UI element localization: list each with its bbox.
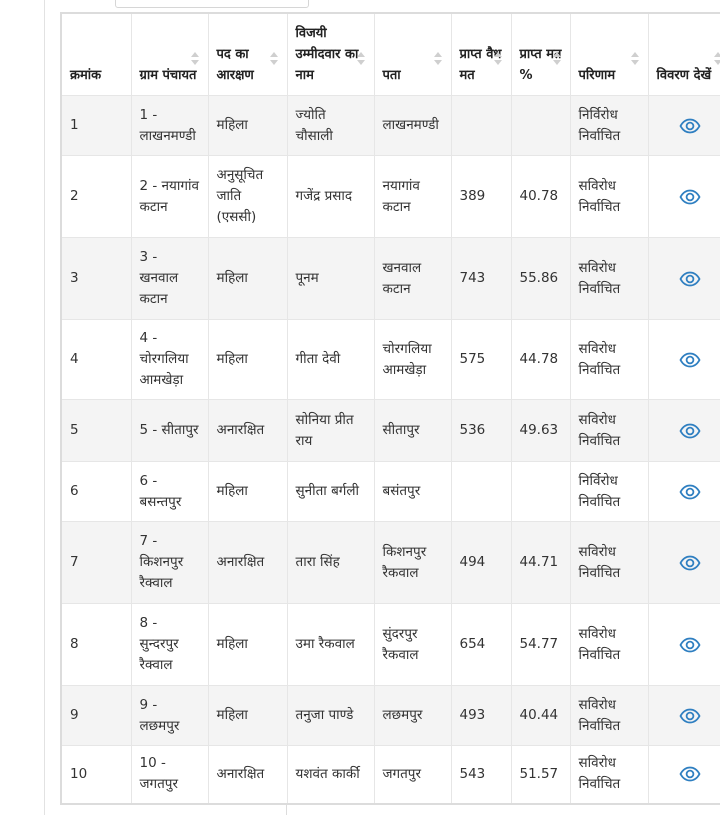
cell-sno: 5 bbox=[61, 400, 131, 462]
eye-icon[interactable] bbox=[679, 555, 701, 571]
cell-address: नयागांव कटान bbox=[374, 156, 451, 238]
cell-votes: 494 bbox=[451, 522, 511, 604]
column-header-view[interactable] bbox=[648, 13, 720, 96]
cell-reservation: महिला bbox=[208, 96, 287, 156]
cell-percent bbox=[511, 462, 570, 522]
cell-candidate: तनुजा पाण्डे bbox=[287, 686, 374, 746]
cell-votes: 536 bbox=[451, 400, 511, 462]
cell-result: सविरोध निर्वाचित bbox=[570, 320, 648, 400]
column-header-sno[interactable] bbox=[61, 13, 131, 96]
column-header-label: विवरण देखें bbox=[656, 68, 712, 83]
left-divider bbox=[44, 0, 45, 815]
cell-percent: 40.78 bbox=[511, 156, 570, 238]
eye-icon[interactable] bbox=[679, 423, 701, 439]
sort-icon[interactable] bbox=[357, 52, 365, 65]
eye-icon[interactable] bbox=[679, 189, 701, 205]
table-row bbox=[61, 156, 720, 238]
cell-candidate: यशवंत कार्की bbox=[287, 746, 374, 804]
column-header-label: प्राप्त वैध मत bbox=[459, 47, 502, 83]
cell-panchayat: 2 - नयागांव कटान bbox=[131, 156, 208, 238]
column-header-label: क्रमांक bbox=[70, 68, 102, 83]
cell-address: चोरगलिया आमखेड़ा bbox=[374, 320, 451, 400]
cell-sno: 3 bbox=[61, 238, 131, 320]
cell-panchayat: 8 - सुन्दरपुर रैक्वाल bbox=[131, 604, 208, 686]
cell-votes bbox=[451, 462, 511, 522]
cell-percent: 51.57 bbox=[511, 746, 570, 804]
cell-percent: 54.77 bbox=[511, 604, 570, 686]
cell-address: बसंतपुर bbox=[374, 462, 451, 522]
eye-icon[interactable] bbox=[679, 271, 701, 287]
cell-candidate: पूनम bbox=[287, 238, 374, 320]
cell-result: निर्विरोध निर्वाचित bbox=[570, 96, 648, 156]
column-header-panchayat[interactable] bbox=[131, 13, 208, 96]
cell-votes bbox=[451, 96, 511, 156]
eye-icon[interactable] bbox=[679, 484, 701, 500]
table-row bbox=[61, 400, 720, 462]
cell-result: निर्विरोध निर्वाचित bbox=[570, 462, 648, 522]
column-header-percent[interactable] bbox=[511, 13, 570, 96]
cell-view bbox=[648, 746, 720, 804]
cell-percent: 55.86 bbox=[511, 238, 570, 320]
table-row bbox=[61, 522, 720, 604]
eye-icon[interactable] bbox=[679, 766, 701, 782]
cell-address: किशनपुर रैकवाल bbox=[374, 522, 451, 604]
cell-view bbox=[648, 462, 720, 522]
cell-sno: 7 bbox=[61, 522, 131, 604]
cell-reservation: अनारक्षित bbox=[208, 522, 287, 604]
results-table-wrapper bbox=[60, 12, 720, 805]
cell-reservation: अनारक्षित bbox=[208, 746, 287, 804]
cell-address: सीतापुर bbox=[374, 400, 451, 462]
results-table bbox=[60, 12, 720, 805]
cell-result: सविरोध निर्वाचित bbox=[570, 400, 648, 462]
cell-sno: 1 bbox=[61, 96, 131, 156]
cell-address: लाखनमण्डी bbox=[374, 96, 451, 156]
cell-votes: 575 bbox=[451, 320, 511, 400]
cell-reservation: महिला bbox=[208, 686, 287, 746]
cell-votes: 743 bbox=[451, 238, 511, 320]
cell-view bbox=[648, 96, 720, 156]
table-row bbox=[61, 96, 720, 156]
column-header-label: पद का आरक्षण bbox=[216, 47, 254, 83]
cell-panchayat: 4 - चोरगलिया आमखेड़ा bbox=[131, 320, 208, 400]
column-header-label: परिणाम bbox=[578, 68, 616, 83]
search-input[interactable] bbox=[115, 0, 309, 8]
cell-reservation: महिला bbox=[208, 238, 287, 320]
cell-view bbox=[648, 686, 720, 746]
cell-votes: 389 bbox=[451, 156, 511, 238]
column-header-address[interactable] bbox=[374, 13, 451, 96]
sort-icon[interactable] bbox=[631, 52, 639, 65]
cell-address: सुंदरपुर रैकवाल bbox=[374, 604, 451, 686]
cell-percent: 44.78 bbox=[511, 320, 570, 400]
cell-percent bbox=[511, 96, 570, 156]
table-header-row bbox=[61, 13, 720, 96]
cell-panchayat: 7 - किशनपुर रैक्वाल bbox=[131, 522, 208, 604]
eye-icon[interactable] bbox=[679, 352, 701, 368]
sort-icon[interactable] bbox=[553, 52, 561, 65]
sort-icon[interactable] bbox=[714, 52, 720, 65]
eye-icon[interactable] bbox=[679, 637, 701, 653]
cell-candidate: गजेंद्र प्रसाद bbox=[287, 156, 374, 238]
cell-sno: 9 bbox=[61, 686, 131, 746]
table-row bbox=[61, 320, 720, 400]
cell-address: लछमपुर bbox=[374, 686, 451, 746]
cell-panchayat: 6 - बसन्तपुर bbox=[131, 462, 208, 522]
cell-reservation: अनुसूचित जाति (एससी) bbox=[208, 156, 287, 238]
cell-candidate: तारा सिंह bbox=[287, 522, 374, 604]
cell-sno: 6 bbox=[61, 462, 131, 522]
table-row bbox=[61, 604, 720, 686]
column-header-label: विजयी उम्मीदवार का नाम bbox=[295, 26, 359, 83]
column-header-label: पता bbox=[382, 68, 401, 83]
cell-result: सविरोध निर्वाचित bbox=[570, 604, 648, 686]
cell-panchayat: 1 - लाखनमण्डी bbox=[131, 96, 208, 156]
cell-result: सविरोध निर्वाचित bbox=[570, 746, 648, 804]
cell-panchayat: 5 - सीतापुर bbox=[131, 400, 208, 462]
column-header-result[interactable] bbox=[570, 13, 648, 96]
cell-result: सविरोध निर्वाचित bbox=[570, 238, 648, 320]
column-header-votes[interactable] bbox=[451, 13, 511, 96]
sort-icon[interactable] bbox=[494, 52, 502, 65]
cell-reservation: महिला bbox=[208, 320, 287, 400]
eye-icon[interactable] bbox=[679, 708, 701, 724]
cell-panchayat: 10 - जगतपुर bbox=[131, 746, 208, 804]
cell-view bbox=[648, 400, 720, 462]
cell-panchayat: 9 - लछमपुर bbox=[131, 686, 208, 746]
column-header-label: प्राप्त मत % bbox=[519, 47, 562, 83]
cell-votes: 543 bbox=[451, 746, 511, 804]
cell-result: सविरोध निर्वाचित bbox=[570, 156, 648, 238]
cell-result: सविरोध निर्वाचित bbox=[570, 686, 648, 746]
cell-view bbox=[648, 320, 720, 400]
table-body bbox=[61, 96, 720, 804]
cell-sno: 4 bbox=[61, 320, 131, 400]
cell-sno: 8 bbox=[61, 604, 131, 686]
cell-candidate: ज्योति चौसाली bbox=[287, 96, 374, 156]
table-row bbox=[61, 746, 720, 804]
sort-icon[interactable] bbox=[270, 52, 278, 65]
cell-percent: 44.71 bbox=[511, 522, 570, 604]
table-row bbox=[61, 686, 720, 746]
column-header-candidate[interactable] bbox=[287, 13, 374, 96]
column-header-reservation[interactable] bbox=[208, 13, 287, 96]
cell-percent: 49.63 bbox=[511, 400, 570, 462]
cell-candidate: उमा रैकवाल bbox=[287, 604, 374, 686]
column-header-label: ग्राम पंचायत bbox=[139, 68, 197, 83]
cell-result: सविरोध निर्वाचित bbox=[570, 522, 648, 604]
cell-candidate: सुनीता बर्गली bbox=[287, 462, 374, 522]
sort-icon[interactable] bbox=[434, 52, 442, 65]
eye-icon[interactable] bbox=[679, 118, 701, 134]
cell-reservation: अनारक्षित bbox=[208, 400, 287, 462]
cell-sno: 10 bbox=[61, 746, 131, 804]
cell-address: जगतपुर bbox=[374, 746, 451, 804]
table-row bbox=[61, 238, 720, 320]
cell-view bbox=[648, 238, 720, 320]
cell-panchayat: 3 - खनवाल कटान bbox=[131, 238, 208, 320]
cell-votes: 654 bbox=[451, 604, 511, 686]
cell-view bbox=[648, 604, 720, 686]
cell-percent: 40.44 bbox=[511, 686, 570, 746]
cell-view bbox=[648, 522, 720, 604]
cell-reservation: महिला bbox=[208, 604, 287, 686]
cell-votes: 493 bbox=[451, 686, 511, 746]
cell-address: खनवाल कटान bbox=[374, 238, 451, 320]
cell-reservation: महिला bbox=[208, 462, 287, 522]
cell-view bbox=[648, 156, 720, 238]
sort-icon[interactable] bbox=[191, 52, 199, 65]
table-row bbox=[61, 462, 720, 522]
cell-sno: 2 bbox=[61, 156, 131, 238]
cell-candidate: सोनिया प्रीत राय bbox=[287, 400, 374, 462]
cell-candidate: गीता देवी bbox=[287, 320, 374, 400]
